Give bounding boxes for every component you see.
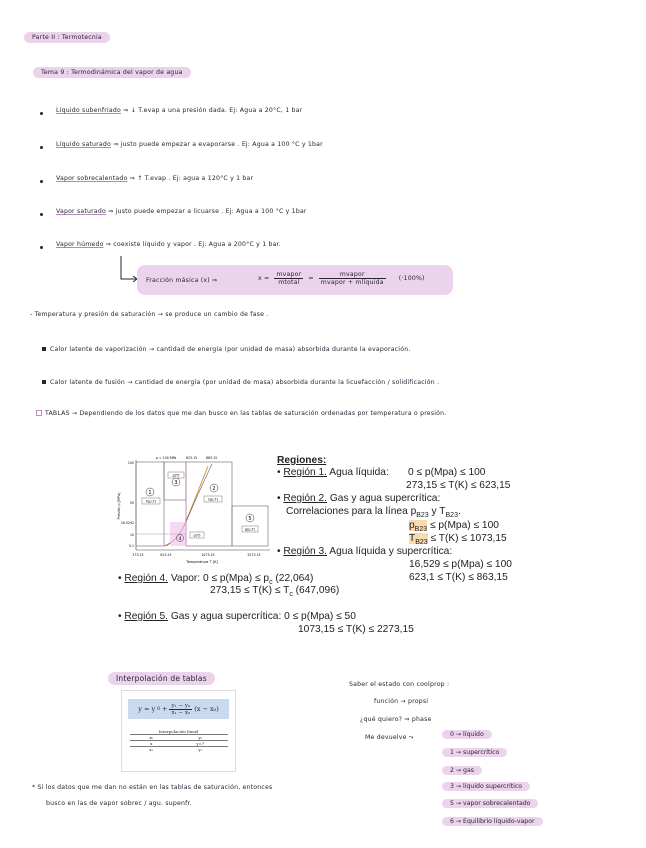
region-name: Región 1. [283,467,328,478]
y-axis-label: Presión p [MPa] [117,492,121,520]
denominator: mtotal [278,279,300,286]
region-3-cond-1: 16,529 ≤ p(Mpa) ≤ 100 [409,559,512,570]
term-desc: ⇒ ↓ T.evap a una presión dada. Ej: Agua a 20°C, 1 bar [123,107,303,114]
region-name: Región 2. [283,493,328,504]
formula-label: Fracción másica (x) ⇒ [146,277,218,284]
region-3-cond-2: 623,1 ≤ T(K) ≤ 863,15 [409,572,508,583]
coolprop-line-1: Saber el estado con coolprop : [349,681,450,688]
top-label: p = 100 MPa [156,456,177,460]
region-4-cond-2 [210,585,339,598]
y-tick-label: 10 [129,533,134,537]
cond-text: ≤ p(Mpa) ≤ 100 [427,520,499,531]
function-box-label: ρ(T) [172,473,180,478]
region-label: 1 [148,490,152,496]
cell: y₀ [173,735,227,741]
phase-item: 1 → supercrítico [442,748,507,757]
top-label: 623.15 [186,456,198,460]
corr-text: Correlaciones para la línea p [286,506,417,517]
region-desc: Gas y agua supercrítica: 0 ≤ p(Mpa) ≤ 50 [168,611,356,622]
list-item [56,175,253,182]
term-desc: ⇒ coexiste líquido y vapor . Ej: Agua a 200°C y 1 bar. [105,241,281,248]
var: p [409,520,415,531]
denominator: mvapor + mlíquida [320,279,384,286]
corr-sub: B23 [416,512,429,520]
region-desc: Agua líquida: [327,467,389,478]
term-desc: ⇒ ↑ T.evap . Ej: agua a 120°C y 1 bar [129,175,254,182]
topic-title: Tema 9 : Termodinámica del vapor de agua [33,67,191,78]
percent-note: (·100%) [398,275,425,282]
x-tick-label: 1073.15 [201,553,215,557]
interp-note-1: * Si los datos que me dan no están en las tablas de saturación, entonces [32,784,273,791]
note-saturation: - Temperatura y presión de saturación → se produce un cambio de fase . [30,311,269,318]
var-sub: B23 [414,526,428,534]
region-2-cond-1 [409,520,499,533]
phase-item: 2 → gas [442,766,482,775]
var: T [409,533,416,544]
cell: y=? [173,741,227,747]
region-desc: (22,064) [272,573,314,584]
formula-part: y = y [138,705,156,713]
interpolation-title: Interpolación de tablas [108,672,215,685]
square-bullet-icon [42,380,46,384]
corr-sub: B23 [445,512,458,520]
y-tick-label: 16.5292 [120,521,134,525]
region-desc: Vapor: 0 ≤ p(Mpa) ≤ p [168,573,270,584]
numerator: y₁ − y₀ [171,702,191,709]
denominator: x₁ − x₀ [171,709,191,716]
cond-text: (647,096) [292,585,340,596]
interpolation-formula [128,699,229,719]
interpolation-figure [121,690,236,772]
region-desc: Agua líquida y supercrítica: [327,546,453,557]
formula-sub: 0 [157,706,161,712]
x-equals: x = [258,275,270,282]
term-desc: ⇒ justo puede empezar a licuarse . Ej: Agua a 100 °C y 1bar [108,208,307,215]
phase-item: 3 → líquido supercrítico [442,782,530,791]
x-axis-label: Temperatura T [K] [186,560,218,564]
fraction-2 [319,271,386,286]
formula-part: (x − x₀) [194,705,219,713]
x-tick-label: 623.15 [160,553,172,557]
term-desc: ⇒ justo puede empezar a evaporarse . Ej: Agua a 100 °C y 1bar [113,141,323,148]
term: Líquido saturado [56,141,112,148]
term: Vapor húmedo [56,241,104,248]
note-text: Calor latente de vaporización → cantidad de energía (por unidad de masa) absorbida durante la evaporación. [50,346,411,353]
numerator: mvapor [276,271,302,278]
note-tables [36,410,446,417]
cell: x₀ [130,735,174,741]
equals: = [308,275,314,282]
coolprop-line-3: ¿qué quiero? ⇒ phase [360,716,432,723]
regiones-title: Regiones: [277,455,327,466]
cond-text: ≤ T(K) ≤ 1073,15 [427,533,507,544]
function-box-label: s(p,T) [207,497,219,502]
var-sub: c [289,591,293,599]
region-2-cond-2 [409,533,507,546]
cell: x [130,741,174,747]
term: Vapor sobrecalentado [56,175,128,182]
region-label: 5 [248,516,252,522]
term: Líquido subenfriado [56,107,121,114]
list-item [56,208,307,215]
region-5-cond-2: 1073,15 ≤ T(K) ≤ 2273,15 [298,624,414,635]
cond-text: 273,15 ≤ T(K) ≤ T [210,585,290,596]
part-title: Parte II : Termotecnia [24,32,110,43]
x-tick-label: 2273.15 [247,553,261,557]
formula-part: + [162,705,168,713]
formula-fraction [169,703,192,716]
interp-note-2: busco en las de vapor sobrec / agu. supenfr. [46,800,192,807]
y-tick-label: 50 [129,501,134,505]
term: Vapor saturado [56,208,106,215]
y-tick-label: 0.1 [128,544,134,548]
corr-text: y T [428,506,446,517]
iapws-regions-chart [114,452,274,568]
function-box-label: p(T) [193,533,201,538]
region-desc: Gas y agua supercrítica: [327,493,441,504]
region-label: 3 [174,480,178,486]
cell: y₁ [173,747,227,753]
note-text: Calor latente de fusión → cantidad de energía (por unidad de masa) absorbida durante la licuefacción / solidificación . [50,379,440,386]
note-text: TABLAS → Dependiendo de los datos que me dan busco en las tablas de saturación ordenadas por temperatura o presión. [45,410,447,417]
region-2-correlations: Correlaciones para la línea $p_{B23}$ y $T_{B23}$. [286,506,461,520]
region-5-line: • Región 5. Gas y agua supercrítica: 0 ≤ p(Mpa) ≤ 50 [118,611,356,622]
coolprop-line-2: función → propsi [374,698,429,705]
var-sub: B23 [415,539,428,547]
mass-fraction-formula [258,271,425,286]
phase-item: 0 → líquido [442,730,492,739]
square-bullet-icon [42,347,46,351]
interpolation-table [130,729,228,752]
phase-item: 5 → vapor sobrecalentado [442,799,538,808]
region-3-line: • Región 3. Agua líquida y supercrítica: [277,546,453,557]
region-label: 2 [212,486,216,492]
fraction-1 [274,271,303,286]
region-name: Región 4. [124,573,169,584]
region-1-line: • Región 1. Agua líquida: [277,467,389,478]
region-1-cond-1: 0 ≤ p(Mpa) ≤ 100 [408,467,486,478]
list-item [56,107,302,114]
region-name: Región 3. [283,546,328,557]
region-1-cond-2: 273,15 ≤ T(K) ≤ 623,15 [406,480,511,491]
numerator: mvapor [319,271,386,279]
table-row [130,747,228,753]
note-latent-fusion [42,379,439,386]
function-box-label: g(p,T) [244,527,256,532]
y-tick-label: 100 [127,461,134,465]
region-4-line: • Región 4. Vapor: $0 \le p(Mpa) \le p_c$ (22,064) [118,573,314,587]
top-label: 863.15 [206,456,218,460]
region-label: 4 [178,537,182,542]
note-latent-vaporization [42,346,410,353]
cell: x₁ [130,747,174,753]
list-item [56,141,323,148]
square-bullet-icon [36,410,42,416]
x-tick-label: 273.15 [132,553,144,557]
function-box-label: h(p,T) [145,499,157,504]
coolprop-line-4: Me devuelve ⤳ [365,734,414,741]
var-sub: c [269,579,273,587]
list-item [56,241,281,248]
table-title: Interpolación lineal [158,729,199,734]
phase-item: 6 → Equilibrio líquido-vapor [442,817,543,826]
region-name: Región 5. [124,611,169,622]
region-2-line: • Región 2. Gas y agua supercrítica: [277,493,441,504]
